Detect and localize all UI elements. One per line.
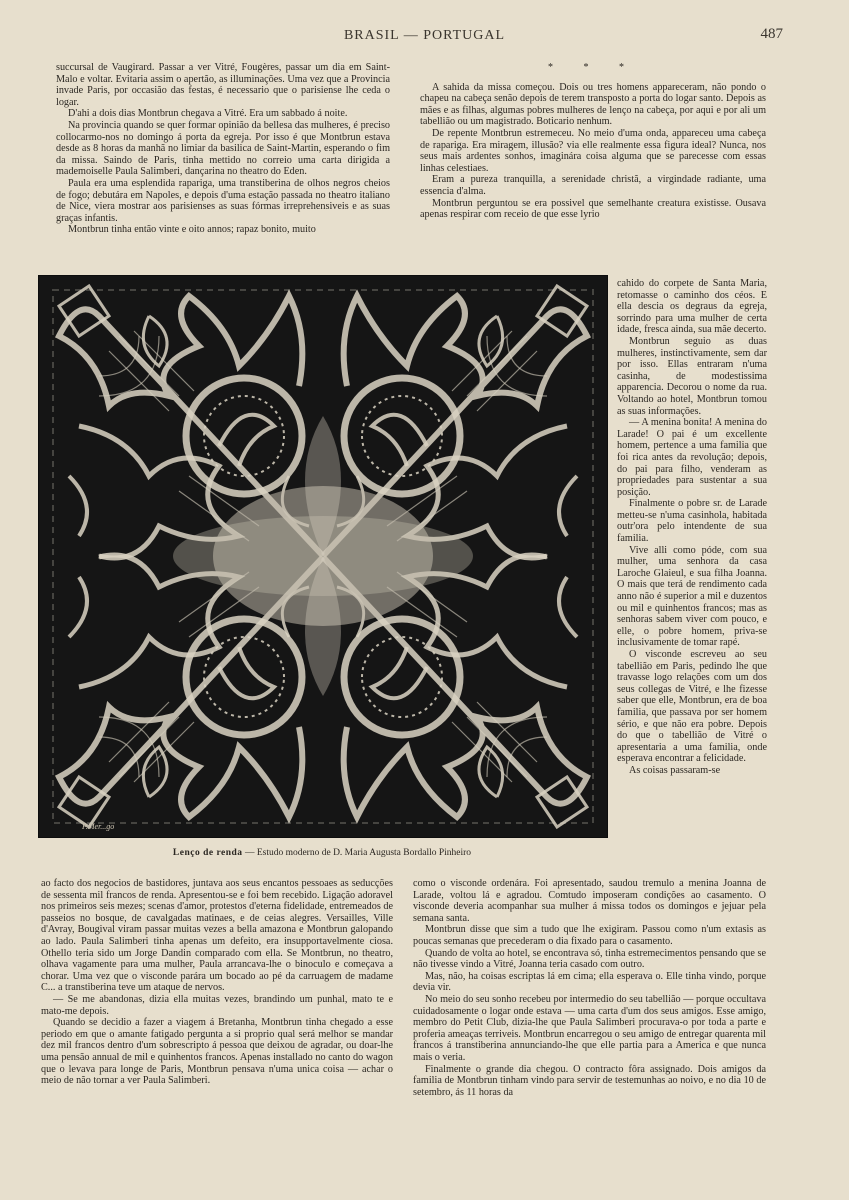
column-bottom-left <box>41 878 393 1087</box>
paragraph: Vive alli como póde, com sua mulher, uma senhora da casa Laroche Glaieul, e sua filha Joanna. O mais que terá de rendimento cada anno não é superior a mil e duzentos ou mil e quinhentos francos; mas as senhoras sabem viver com pouco, e elle, o pobre homem, priva-se inclusivamente de tomar rapé. <box>617 544 767 649</box>
paragraph: Montbrun seguio as duas mulheres, instinctivamente, sem dar por isso. Ellas entraram n'uma casinha, de modestissima apparencia. Decorou o nome da rua. Voltando ao hotel, Montbrun tomou as suas informações. <box>617 335 767 417</box>
paragraph: A sahida da missa começou. Dois ou tres homens appareceram, não pondo o chapeu na cabeça senão depois de terem transposto a porta do logar santo. Depois as mães e as filhas, algumas pobres mulheres de lenço na cabeça, por aqui e por ali um tabellião ou um magistrado. Boticario nenhum. <box>420 81 766 128</box>
page-number: 487 <box>760 26 783 42</box>
paragraph: Montbrun tinha então vinte e oito annos; rapaz bonito, muito <box>68 224 316 236</box>
paragraph: Montbrun disse que sim a tudo que lhe exigiram. Passou como n'um extasis as poucas semanas que precederam o dia fixado para o casamento. <box>413 924 766 947</box>
paragraph: Paula era uma esplendida rapariga, uma transtiberina de olhos negros cheios de fogo; debutára em Napoles, e depois d'uma estação passada no theatro italiano de Nice, viera mostrar aos parisienses as suas fórmas irreprehensiveis e as suas graças infantis. <box>56 177 390 224</box>
paragraph: — Se me abandonas, dizia ella muitas vezes, brandindo um punhal, mato te e mato-me depois. <box>41 993 393 1017</box>
figure-caption <box>38 848 606 858</box>
caption-title: Lenço de renda <box>172 848 243 858</box>
paragraph: O visconde escreveu ao seu tabellião em Paris, pedindo lhe que travasse logo relações com um dos seus collegas de Vitré, e lhe fizesse saber que elle, Montbrun, era de boa familia, que passava por ser homem sério, e que não era pobre. Depois do que o tabellião de Vitré o apresentaria a uma familia, onde esperava encontrar a felicidade. <box>617 649 767 765</box>
column-right-narrow <box>617 278 767 777</box>
paragraph: Quando se decidio a fazer a viagem á Bretanha, Montbrun tinha chegado a esse periodo em que o amante fatigado pergunta a si proprio qual será melhor se mandar dez mil francos dentro d'um sobrescripto á pessoa que deixou de agradar, ou doar-lhe uma pensão annual de mil e quinhentos francos. Apenas installado no canto do wagon que o levava para longe de Paris, Montbrun pensava n'uma unica coisa — achar o meio de não tornar a ver Paula Salimberi. <box>41 1017 393 1087</box>
paragraph: Finalmente o pobre sr. de Larade metteu-se n'uma casinhola, habitada outr'ora pelo intendente de sua familia. <box>617 498 767 545</box>
photo-signature: P.Mer...go <box>82 822 115 831</box>
paragraph: ao facto dos negocios de bastidores, juntava aos seus encantos pessoaes as seducções de sessenta mil francos de renda. Apresentou-se e foi bem recebido. Ligação adoravel nos primeiros seis mezes; scenas d'amor, protestos d'eterna fidelidade, entremeados de passeios no bosque, de cavalgadas matinaes, e de ceias alegres. Versailles, Ville d'Avray, Bougival viram passar muitas vezes a bella amazona e Montbrun galopando ao lado. Paula Salimberi tinha apenas um defeito, era insupportavelmente ciosa. Othello teria sido um Jorge Dandin comparado com ella. Se Montbrun, no theatro, olhava vagamente para uma mulher, Paula arrancava-lhe o binoculo e começava a chorar. Uma vez que o visconde parára um bocado ao pé da carruagem de madame C... a transtiberina teve um ataque de nervos. <box>41 878 393 994</box>
paragraph: Mas, não, ha coisas escriptas lá em cima; ella esperava o. Elle tinha vindo, porque devia vir. <box>413 970 766 994</box>
column-top-right <box>420 62 766 221</box>
column-top-left <box>56 62 390 236</box>
paragraph: Finalmente o grande dia chegou. O contracto fôra assignado. Dois amigos da familia de Montbrun tinham vindo para servir de testemunhas ao noivo, e no dia 10 de setembro, ás 11 horas da <box>413 1063 766 1098</box>
section-break-asterism: * * * <box>548 62 638 73</box>
paragraph: como o visconde ordenára. Foi apresentado, saudou tremulo a menina Joanna de Larade, voltou lá e agradou. Comtudo imposeram condições ao casamento. O visconde deveria acompanhar sua mulher á missa todos os domingos e jejuar pela semana santa. <box>413 878 766 924</box>
paragraph: No meio do seu sonho recebeu por intermedio do seu tabellião — porque occultava cuidadosamente o logar onde estava — uma carta d'um dos seus amigos. Esse amigo, membro do Petit Club, dizia-lhe que Paula Salimberi procurava-o por toda a parte e proferia ameaças terriveis. Montbrun encarregou o seu amigo de entregar quarenta mil francos á transtiberina annunciando-lhe que elle partia para a America e que nunca mais o veria. <box>413 993 766 1063</box>
paragraph: — A menina bonita! A menina do Larade! O pai é um excellente homem, pertence a uma familia que foi rica antes da revolução; depois, do pai para filho, venderam as propriedades para sustentar a sua posição. <box>617 417 767 498</box>
paragraph: Na provincia quando se quer formar opinião da bellesa das mulheres, é preciso collocarmo-nos no domingo á porta da egreja. Por isso é que Montbrun estava desde as 8 horas da manhã no limiar da basilica de Saint-Martin, esperando o fim da missa. Saindo de Paris, tinha mettido no correio uma carta dirigida a mademoiselle Paula Salimberi, dançarina no theatro do Eden. <box>56 119 390 178</box>
paragraph: succursal de Vaugirard. Passar a ver Vitré, Fougères, passar um dia em Saint-Malo e voltar. Evitaria assim o apertão, as illuminações. Uma vez que a Provincia invade Paris, por occasião das festas, é necessario que o parisiense lhe ceda o logar. <box>56 62 390 108</box>
paragraph: cahido do corpete de Santa Maria, retomasse o caminho dos céos. E ella descia os degraus da egreja, sorrindo para uma mulher de certa idade, fresca ainda, sua mãe decerto. <box>617 278 767 336</box>
paragraph: Montbrun perguntou se era possivel que semelhante creatura existisse. Ousava apenas respirar com receio de que esse lyrio <box>420 197 766 221</box>
running-title: BRASIL — PORTUGAL <box>343 28 506 43</box>
column-bottom-right <box>413 878 766 1098</box>
paragraph: Quando de volta ao hotel, se encontrava só, tinha estremecimentos pensando que se não tivesse vindo a Vitré, Joanna teria casado com outro. <box>413 947 766 971</box>
caption-text: — Estudo moderno de D. Maria Augusta Bordallo Pinheiro <box>242 848 472 858</box>
paragraph: D'ahi a dois dias Montbrun chegava a Vitré. Era um sabbado á noite. <box>68 108 348 120</box>
lace-handkerchief-photo <box>38 275 608 838</box>
paragraph: As coisas passaram-se <box>629 764 721 776</box>
lace-pattern-illustration <box>39 276 607 837</box>
paragraph: De repente Montbrun estremeceu. No meio d'uma onda, appareceu uma cabeça de rapariga. Era miragem, illusão? via elle realmente essa figura ideal? Nunca, nos seus mais ardentes sonhos, imaginára coisa alguma que se parecesse com essas linhas celestiaes. <box>420 127 766 174</box>
paragraph: Eram a pureza tranquilla, a serenidade christã, a virgindade radiante, uma essencia d'alma. <box>420 174 766 197</box>
